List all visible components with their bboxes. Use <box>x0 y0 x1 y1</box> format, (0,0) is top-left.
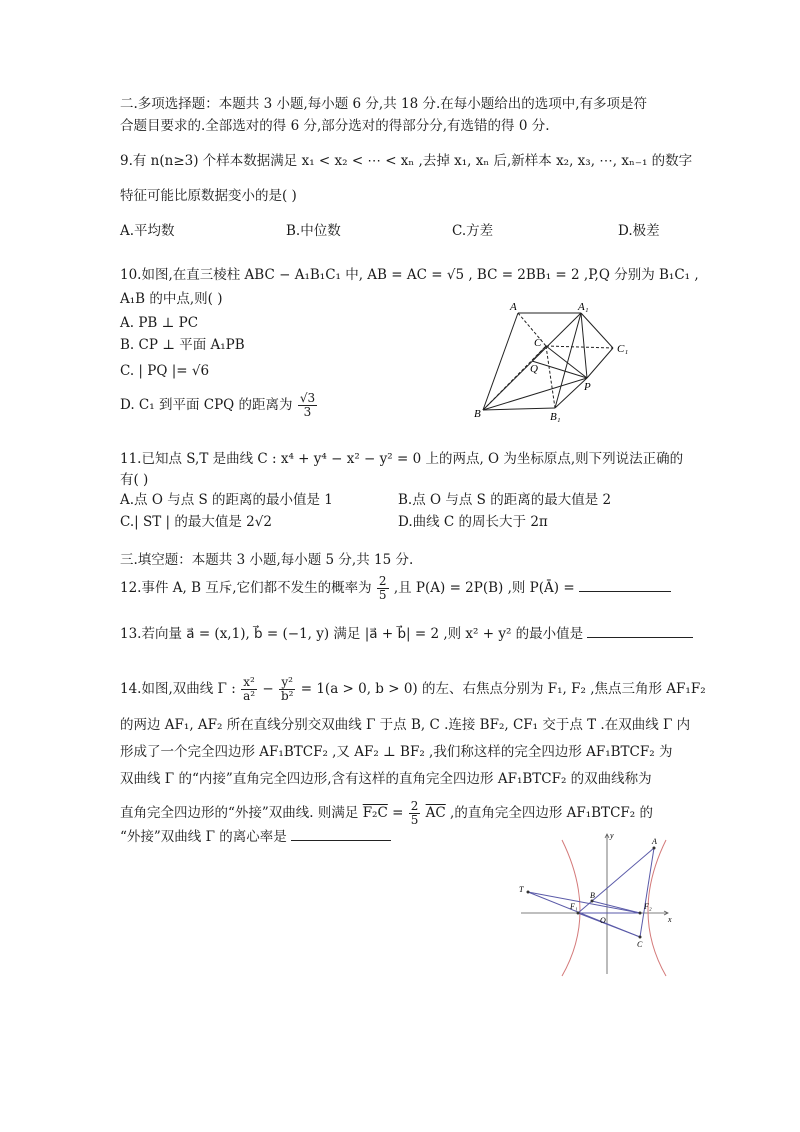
q14-equals: = <box>392 805 404 821</box>
q14-vector-ac: $\overline{AC}$ <box>425 805 446 821</box>
q10-option-d <box>120 392 318 419</box>
q10-option-d-fraction <box>298 392 317 419</box>
q14-stem-line2: 的两边 AF₁, AF₂ 所在直线分别交双曲线 Γ 于点 B, C .连接 BF₂, CF₁ 交于点 T .在双曲线 Γ 内 <box>120 717 691 733</box>
q9-option-a: A.平均数 <box>120 223 175 239</box>
q10-frac-den: 3 <box>303 405 312 419</box>
q14-f3-num: 2 <box>410 799 419 813</box>
section2-heading-line1: 二.多项选择题：本题共 3 小题,每小题 6 分,共 18 分.在每小题给出的选项中,有多项是符 <box>120 96 648 112</box>
q14-f2-den: b² <box>280 689 294 703</box>
q12-answer-blank[interactable] <box>579 577 671 592</box>
q10-option-b: B. CP ⊥ 平面 A₁PB <box>120 337 245 353</box>
q9-option-d: D.极差 <box>618 223 660 239</box>
q11-stem-line1: 11.已知点 S,T 是曲线 C : x⁴ + y⁴ − x² − y² = 0 上的两点, O 为坐标原点,则下列说法正确的 <box>120 451 684 467</box>
fig-label-q: Q <box>530 363 538 375</box>
q14-f3-den: 5 <box>410 813 419 827</box>
fig-label-c: C <box>534 337 542 349</box>
q12-suffix: ,且 P(A) = 2P(B) ,则 P(Ā) = <box>393 580 575 596</box>
hyp-label-y: y <box>610 831 614 840</box>
hyp-label-c: C <box>637 940 643 949</box>
q14-fraction-ratio <box>409 800 421 827</box>
q14-f1-den: a² <box>243 689 256 703</box>
q12-frac-den: 5 <box>378 588 387 602</box>
q9-option-c: C.方差 <box>452 223 494 239</box>
fig-label-a: A <box>510 301 517 313</box>
q9-stem-line1: 9.有 n(n≥3) 个样本数据满足 x₁ < x₂ < ⋯ < xₙ ,去掉 x₁, xₙ 后,新样本 x₂, x₃, ⋯, xₙ₋₁ 的数字 <box>120 153 693 169</box>
q14-fraction-x <box>241 676 257 703</box>
q14-stem-line4: 双曲线 Γ 的“内接”直角完全四边形,含有这样的直角完全四边形 AF₁BTCF₂ 的双曲线称为 <box>120 771 652 787</box>
hyperbola-figure <box>516 830 676 980</box>
q14-vector-f2c: F₂C <box>362 805 388 821</box>
q14-f1-num: x² <box>243 675 255 689</box>
hyp-label-f2: F₂ <box>644 902 652 911</box>
section3-heading: 三.填空题：本题共 3 小题,每小题 5 分,共 15 分. <box>120 552 414 568</box>
q11-option-a: A.点 O 与点 S 的距离的最小值是 1 <box>120 492 333 508</box>
q14-stem-line1 <box>120 676 706 703</box>
q10-option-a: A. PB ⊥ PC <box>120 315 199 331</box>
q14-prefix: 14.如图,双曲线 Γ : <box>120 681 236 697</box>
q12-fraction <box>377 575 389 602</box>
fig-label-b: B <box>474 408 481 420</box>
q13-stem <box>120 623 693 644</box>
q14-line5-prefix: 直角完全四边形的“外接”双曲线. 则满足 <box>120 805 359 821</box>
section2-heading-line2: 合题目要求的.全部选对的得 6 分,部分选对的得部分分,有选错的得 0 分. <box>120 118 550 134</box>
q14-f2-num: y² <box>281 675 293 689</box>
q10-stem-line2: A₁B 的中点,则( ) <box>120 291 223 307</box>
q12-prefix: 12.事件 A, B 互斥,它们都不发生的概率为 <box>120 580 372 596</box>
hyp-label-x: x <box>668 915 672 924</box>
q14-line1-suffix: = 1(a > 0, b > 0) 的左、右焦点分别为 F₁, F₂ ,焦点三角形 AF₁F₂ <box>300 681 706 697</box>
q11-stem-line2: 有( ) <box>120 472 149 488</box>
q11-option-b: B.点 O 与点 S 的距离的最大值是 2 <box>398 492 612 508</box>
fig-label-p: P <box>584 381 591 393</box>
q14-minus: − <box>262 681 274 697</box>
fig-label-a1: A₁ <box>578 301 589 313</box>
q11-option-d: D.曲线 C 的周长大于 2π <box>398 514 548 530</box>
q11-option-c: C.| ST | 的最大值是 2√2 <box>120 514 272 530</box>
hyp-label-f1: F₁ <box>570 902 578 911</box>
q10-frac-num: √3 <box>299 391 316 405</box>
hyp-label-t: T <box>519 885 524 894</box>
q10-option-d-text: D. C₁ 到平面 CPQ 的距离为 <box>120 397 293 413</box>
hyp-label-a: A <box>652 837 657 846</box>
q9-option-b: B.中位数 <box>286 223 341 239</box>
q14-line6-text: “外接”双曲线 Γ 的离心率是 <box>120 829 287 845</box>
q10-option-c: C. | PQ |= √6 <box>120 363 210 379</box>
prism-figure <box>470 296 640 422</box>
q14-stem-line3: 形成了一个完全四边形 AF₁BTCF₂ ,又 AF₂ ⊥ BF₂ ,我们称这样的完全四边形 AF₁BTCF₂ 为 <box>120 744 673 760</box>
q13-text: 13.若向量 a⃗ = (x,1), b⃗ = (−1, y) 满足 |a⃗ + b⃗| = 2 ,则 x² + y² 的最小值是 <box>120 626 584 642</box>
q10-stem-line1: 10.如图,在直三棱柱 ABC − A₁B₁C₁ 中, AB = AC = √5 , BC = 2BB₁ = 2 ,P,Q 分别为 B₁C₁ , <box>120 267 699 283</box>
q12-stem <box>120 575 671 602</box>
hyp-label-o: O <box>600 916 606 925</box>
q9-stem-line2: 特征可能比原数据变小的是( ) <box>120 188 297 204</box>
q13-answer-blank[interactable] <box>587 623 693 638</box>
q14-fraction-y <box>279 676 296 703</box>
fig-label-b1: B₁ <box>550 411 561 422</box>
fig-label-c1: C₁ <box>617 343 629 355</box>
hyp-label-b: B <box>590 891 595 900</box>
q14-line5-suffix: ,的直角完全四边形 AF₁BTCF₂ 的 <box>450 805 653 821</box>
q14-stem-line6 <box>120 826 391 847</box>
q12-frac-num: 2 <box>378 574 387 588</box>
q14-stem-line5 <box>120 800 653 827</box>
q14-answer-blank[interactable] <box>291 826 391 841</box>
